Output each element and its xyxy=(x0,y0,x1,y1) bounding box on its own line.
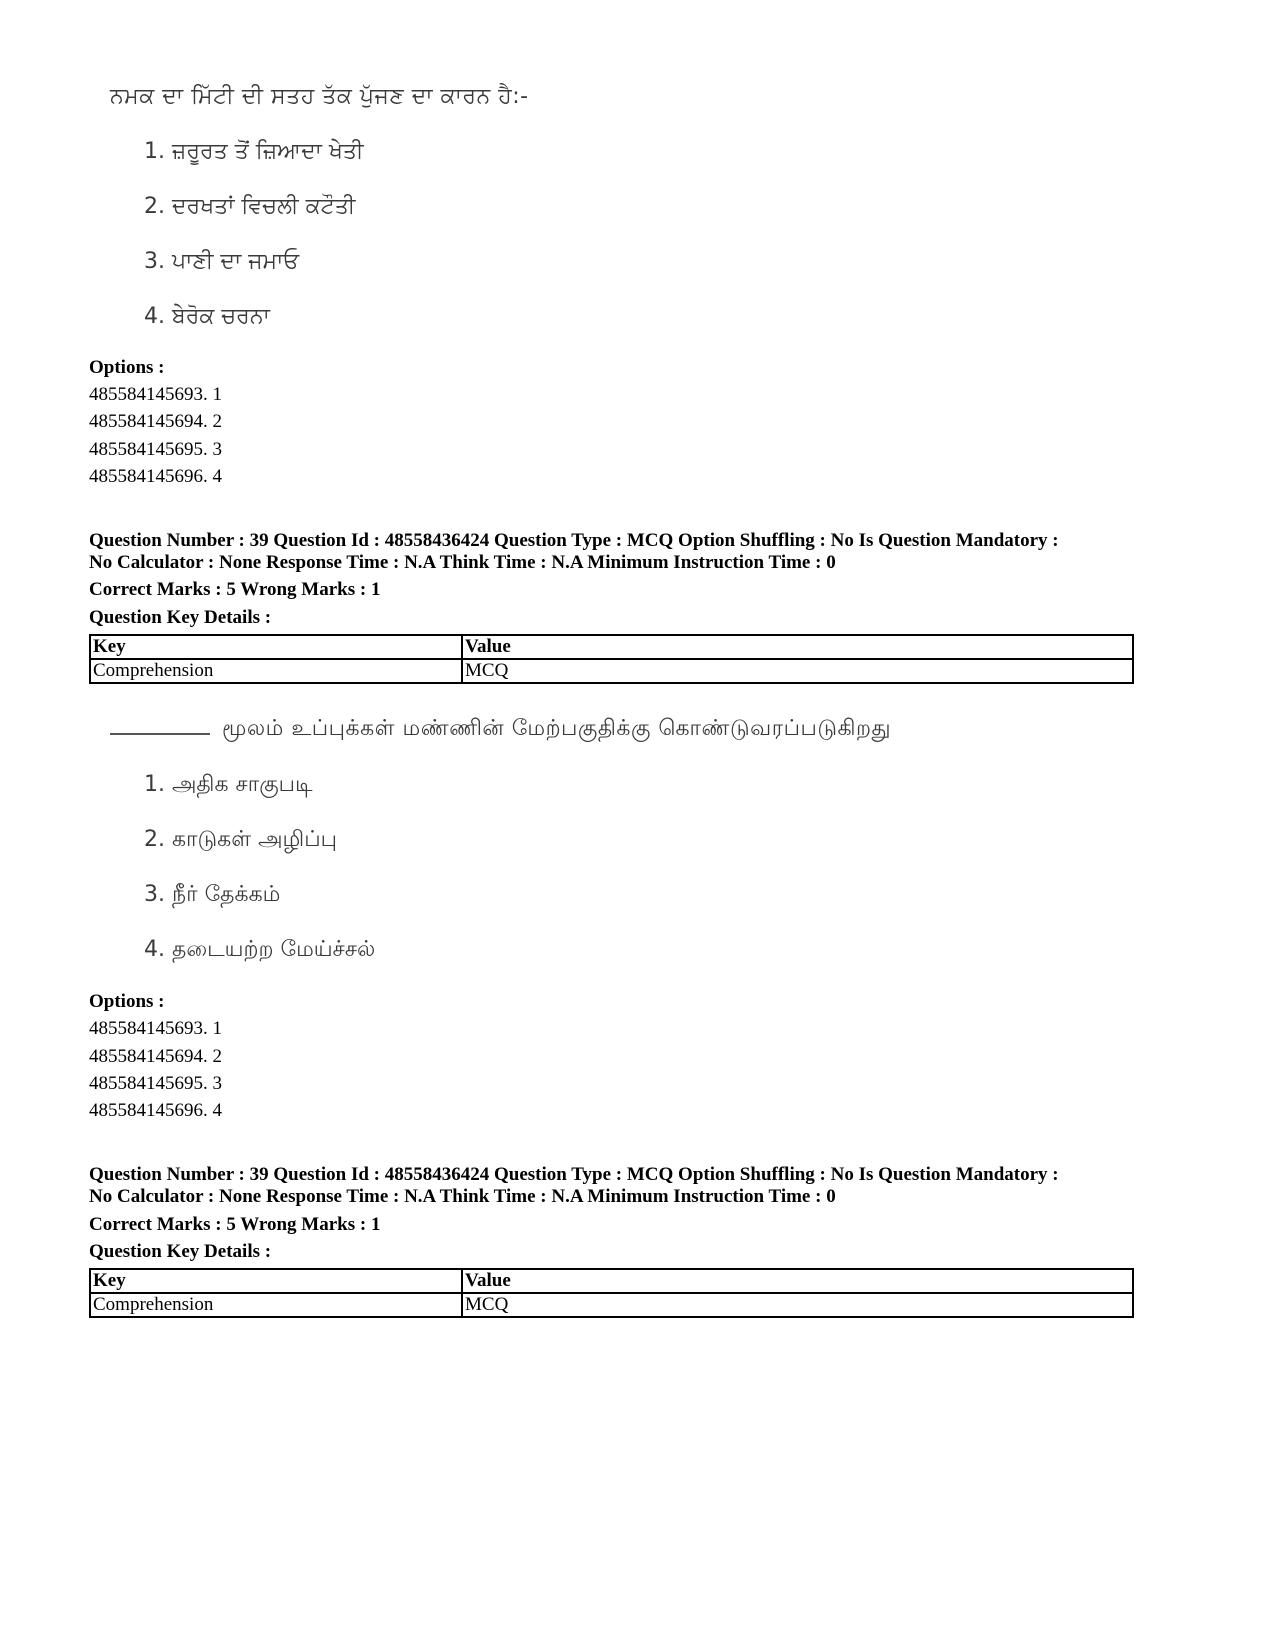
image-option-3: 3. ਪਾਣੀ ਦਾ ਜਮਾਓ xyxy=(144,249,300,274)
image-option-3: 3. நீர் தேக்கம் xyxy=(144,882,281,907)
fill-blank-line xyxy=(110,719,210,735)
option-id-line: 485584145696. 4 xyxy=(89,1100,222,1121)
image-option-1: 1. அதிக சாகுபடி xyxy=(144,772,313,797)
key-details-label: Question Key Details : xyxy=(89,1241,272,1262)
image-option-1: 1. ਜ਼ਰੂਰਤ ਤੋਂ ਜ਼ਿਆਦਾ ਖੇਤੀ xyxy=(144,139,364,164)
question-image-option xyxy=(110,937,375,965)
question-meta xyxy=(89,530,1149,574)
table-cell-key: Comprehension xyxy=(90,659,462,683)
table-header-value: Value xyxy=(462,1269,1133,1293)
table-header-value: Value xyxy=(462,635,1133,659)
question-image-option xyxy=(110,304,270,329)
question-image-option xyxy=(110,772,313,800)
question-key-table xyxy=(89,634,1134,684)
table-row xyxy=(90,659,1133,683)
table-cell-key: Comprehension xyxy=(90,1293,462,1317)
question-image-option xyxy=(110,194,355,219)
question-stem xyxy=(110,716,891,744)
marks-line: Correct Marks : 5 Wrong Marks : 1 xyxy=(89,579,381,600)
question-meta xyxy=(89,1164,1149,1208)
option-id-line: 485584145695. 3 xyxy=(89,1073,222,1094)
key-details-label: Question Key Details : xyxy=(89,607,272,628)
image-option-4: 4. தடையற்ற மேய்ச்சல் xyxy=(144,937,376,962)
table-header-row xyxy=(90,635,1133,659)
option-id-line: 485584145695. 3 xyxy=(89,439,222,460)
question-image-option xyxy=(110,139,364,164)
table-cell-value: MCQ xyxy=(462,659,1133,683)
question-image-option xyxy=(110,827,337,855)
table-row xyxy=(90,1293,1133,1317)
question-key-table xyxy=(89,1268,1134,1318)
table-header-row xyxy=(90,1269,1133,1293)
question-image-option xyxy=(110,882,280,910)
options-label: Options : xyxy=(89,991,165,1012)
option-id-line: 485584145693. 1 xyxy=(89,1018,222,1039)
option-id-line: 485584145694. 2 xyxy=(89,411,222,432)
question-image-tamil xyxy=(110,716,891,744)
marks-line: Correct Marks : 5 Wrong Marks : 1 xyxy=(89,1214,381,1235)
question-meta-line-1: Question Number : 39 Question Id : 48558436424 Question Type : MCQ Option Shuffling : No Is Question Mandatory : xyxy=(89,1164,1059,1185)
question-image-punjabi xyxy=(110,84,529,109)
option-id-line: 485584145694. 2 xyxy=(89,1046,222,1067)
image-option-2: 2. காடுகள் அழிப்பு xyxy=(144,827,337,852)
image-option-4: 4. ਬੇਰੋਕ ਚਰਨਾ xyxy=(144,304,270,329)
question-meta-line-2: No Calculator : None Response Time : N.A Think Time : N.A Minimum Instruction Time : 0 xyxy=(89,552,836,573)
image-option-2: 2. ਦਰਖਤਾਂ ਵਿਚਲੀ ਕਟੌਤੀ xyxy=(144,194,356,219)
table-header-key: Key xyxy=(90,635,462,659)
question-stem: ਨਮਕ ਦਾ ਮਿੱਟੀ ਦੀ ਸਤਹ ਤੱਕ ਪੁੱਜਣ ਦਾ ਕਾਰਨ ਹੈ:- xyxy=(110,84,529,109)
table-cell-value: MCQ xyxy=(462,1293,1133,1317)
question-meta-line-1: Question Number : 39 Question Id : 48558436424 Question Type : MCQ Option Shuffling : No Is Question Mandatory : xyxy=(89,530,1059,551)
question-stem-text: மூலம் உப்புக்கள் மண்ணின் மேற்பகுதிக்கு கொண்டுவரப்படுகிறது xyxy=(222,716,892,741)
option-id-line: 485584145693. 1 xyxy=(89,384,222,405)
question-image-option xyxy=(110,249,299,274)
table-header-key: Key xyxy=(90,1269,462,1293)
question-meta-line-2: No Calculator : None Response Time : N.A Think Time : N.A Minimum Instruction Time : 0 xyxy=(89,1186,836,1207)
options-label: Options : xyxy=(89,357,165,378)
option-id-line: 485584145696. 4 xyxy=(89,466,222,487)
